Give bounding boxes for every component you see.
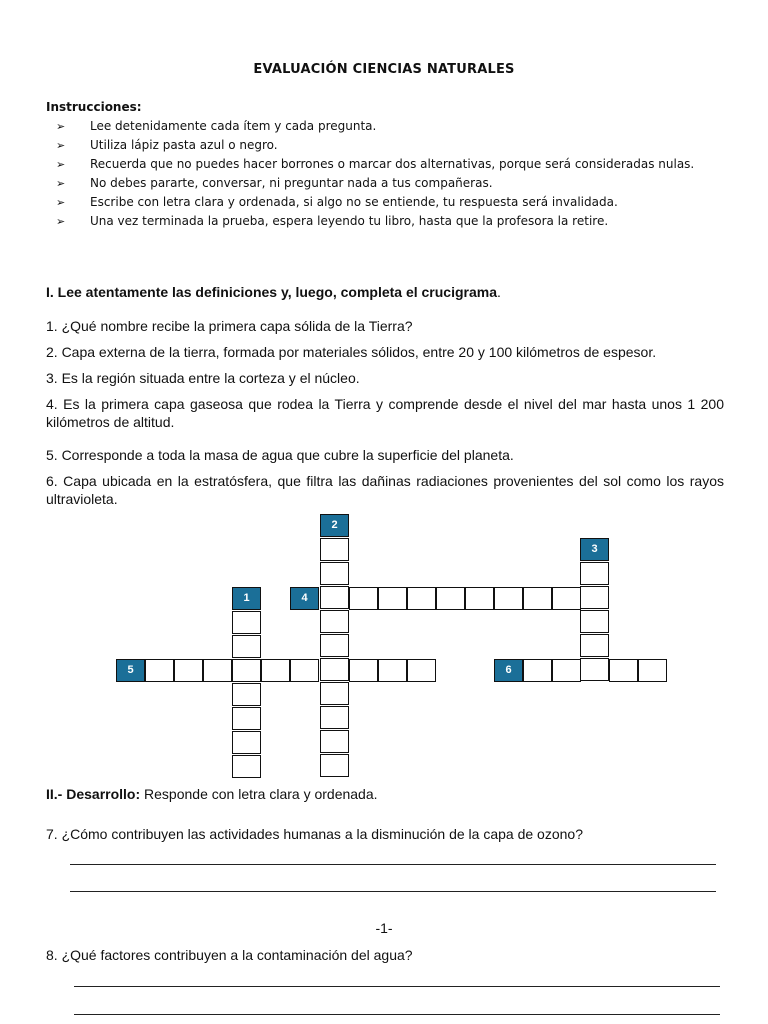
definition-5: 5. Corresponde a toda la masa de agua que cubre la superficie del planeta. bbox=[46, 447, 514, 463]
definition-4: 4. Es la primera capa gaseosa que rodea la Tierra y comprende desde el nivel del mar hasta unos 1 200 kilómetros de altitud. bbox=[46, 396, 724, 430]
crossword-cell[interactable] bbox=[552, 659, 581, 682]
crossword-cell[interactable] bbox=[320, 730, 349, 753]
arrow-bullet-icon: ➢ bbox=[56, 120, 66, 133]
crossword-cell[interactable] bbox=[378, 587, 407, 610]
crossword-cell[interactable] bbox=[232, 683, 261, 706]
crossword-number-6: 6 bbox=[494, 659, 523, 682]
crossword-number-5: 5 bbox=[116, 659, 145, 682]
instruction-item: ➢ No debes pararte, conversar, ni preguntar nada a tus compañeras. bbox=[46, 174, 726, 193]
crossword-cell[interactable] bbox=[232, 755, 261, 778]
crossword-cell[interactable] bbox=[349, 659, 378, 682]
crossword-cell[interactable] bbox=[465, 587, 494, 610]
crossword-cell[interactable] bbox=[232, 611, 261, 634]
crossword-cell[interactable] bbox=[145, 659, 174, 682]
answer-line[interactable] bbox=[74, 1014, 720, 1015]
crossword-cell[interactable] bbox=[580, 634, 609, 657]
crossword-cell[interactable] bbox=[320, 538, 349, 561]
question-7: 7. ¿Cómo contribuyen las actividades humanas a la disminución de la capa de ozono? bbox=[46, 826, 583, 842]
instructions-list bbox=[46, 117, 726, 231]
crossword-cell[interactable] bbox=[320, 610, 349, 633]
crossword-cell[interactable] bbox=[407, 659, 436, 682]
crossword-cell[interactable] bbox=[523, 587, 552, 610]
answer-line[interactable] bbox=[74, 986, 720, 987]
instruction-item: ➢ Utiliza lápiz pasta azul o negro. bbox=[46, 136, 726, 155]
crossword-cell[interactable] bbox=[580, 610, 609, 633]
arrow-bullet-icon: ➢ bbox=[56, 158, 66, 171]
crossword-cell[interactable] bbox=[609, 659, 638, 682]
answer-line[interactable] bbox=[70, 891, 716, 892]
page-title: EVALUACIÓN CIENCIAS NATURALES bbox=[253, 62, 515, 77]
crossword-cell[interactable] bbox=[580, 586, 609, 609]
crossword-cell[interactable] bbox=[232, 731, 261, 754]
crossword-cell[interactable] bbox=[232, 635, 261, 658]
crossword-cell[interactable] bbox=[580, 658, 609, 681]
crossword-number-4: 4 bbox=[290, 587, 319, 610]
crossword-cell[interactable] bbox=[349, 587, 378, 610]
arrow-bullet-icon: ➢ bbox=[56, 196, 66, 209]
instruction-item: ➢ Escribe con letra clara y ordenada, si algo no se entiende, tu respuesta será invalidada. bbox=[46, 193, 726, 212]
arrow-bullet-icon: ➢ bbox=[56, 139, 66, 152]
section1-heading: I. Lee atentamente las definiciones y, luego, completa el crucigrama. bbox=[46, 284, 501, 300]
crossword-cell[interactable] bbox=[320, 658, 349, 681]
crossword-cell[interactable] bbox=[232, 659, 261, 682]
crossword-cell[interactable] bbox=[203, 659, 232, 682]
crossword-cell[interactable] bbox=[320, 754, 349, 777]
instructions-heading: Instrucciones: bbox=[46, 100, 142, 114]
crossword-cell[interactable] bbox=[552, 587, 581, 610]
answer-line[interactable] bbox=[70, 864, 716, 865]
crossword-cell[interactable] bbox=[320, 634, 349, 657]
instruction-item: ➢ Una vez terminada la prueba, espera leyendo tu libro, hasta que la profesora la retire. bbox=[46, 212, 726, 231]
crossword-cell[interactable] bbox=[320, 682, 349, 705]
crossword-cell[interactable] bbox=[523, 659, 552, 682]
crossword-cell[interactable] bbox=[407, 587, 436, 610]
crossword-cell[interactable] bbox=[580, 562, 609, 585]
crossword-cell[interactable] bbox=[320, 562, 349, 585]
definition-1: 1. ¿Qué nombre recibe la primera capa sólida de la Tierra? bbox=[46, 318, 413, 334]
crossword-cell[interactable] bbox=[320, 706, 349, 729]
crossword-number-2: 2 bbox=[320, 514, 349, 537]
definition-2: 2. Capa externa de la tierra, formada por materiales sólidos, entre 20 y 100 kilómetros de espesor. bbox=[46, 344, 657, 360]
crossword-number-1: 1 bbox=[232, 587, 261, 610]
arrow-bullet-icon: ➢ bbox=[56, 215, 66, 228]
crossword-cell[interactable] bbox=[320, 586, 349, 609]
crossword-cell[interactable] bbox=[436, 587, 465, 610]
crossword-cell[interactable] bbox=[378, 659, 407, 682]
instruction-item: ➢ Lee detenidamente cada ítem y cada pregunta. bbox=[46, 117, 726, 136]
crossword-number-3: 3 bbox=[580, 538, 609, 561]
definition-6: 6. Capa ubicada en la estratósfera, que filtra las dañinas radiaciones provenientes del sol como los rayos ultravioleta. bbox=[46, 473, 724, 507]
instruction-item: ➢ Recuerda que no puedes hacer borrones o marcar dos alternativas, porque será consideradas nulas. bbox=[46, 155, 726, 174]
definition-3: 3. Es la región situada entre la corteza y el núcleo. bbox=[46, 370, 360, 386]
crossword-cell[interactable] bbox=[494, 587, 523, 610]
arrow-bullet-icon: ➢ bbox=[56, 177, 66, 190]
crossword-cell[interactable] bbox=[261, 659, 290, 682]
section2-heading: II.- Desarrollo: Responde con letra clara y ordenada. bbox=[46, 786, 378, 802]
crossword-cell[interactable] bbox=[290, 659, 319, 682]
crossword-cell[interactable] bbox=[638, 659, 667, 682]
crossword-cell[interactable] bbox=[232, 707, 261, 730]
page-number: -1- bbox=[375, 920, 393, 936]
crossword-cell[interactable] bbox=[174, 659, 203, 682]
question-8: 8. ¿Qué factores contribuyen a la contaminación del agua? bbox=[46, 947, 413, 963]
